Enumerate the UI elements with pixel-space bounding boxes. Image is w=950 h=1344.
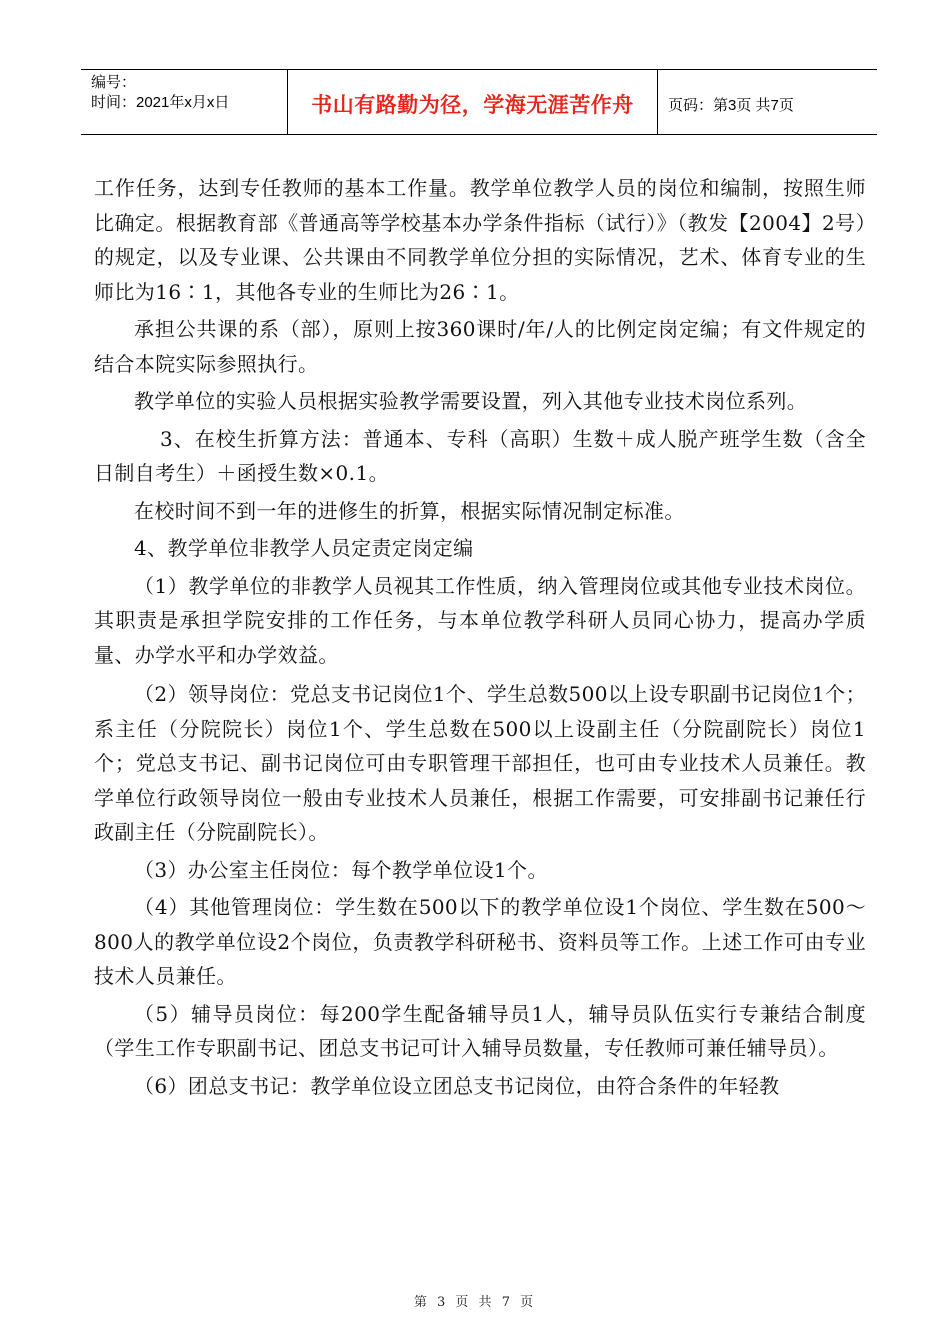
document-body	[94, 171, 866, 1103]
paragraph: 教学单位的实验人员根据实验教学需要设置，列入其他专业技术岗位系列。	[134, 389, 808, 413]
document-date-label: 时间：2021年x月x日	[91, 94, 230, 111]
paragraph: 工作任务，达到专任教师的基本工作量。教学单位教学人员的岗位和编制，按照生师比确定。根据教育部《普通高等学校基本办学条件指标（试行）》（教发【2004】2号）的规定，以及专业课、公共课由不同教学单位分担的实际情况，艺术、体育专业的生师比为16∶1，其他各专业的生师比为26∶1。	[94, 176, 866, 304]
paragraph: 3、在校生折算方法：普通本、专科（高职）生数＋成人脱产班学生数（含全日制自考生）＋函授生数×0.1。	[94, 426, 866, 485]
paragraph: （1）教学单位的非教学人员视其工作性质，纳入管理岗位或其他专业技术岗位。其职责是承担学院安排的工作任务，与本单位教学科研人员同心协力，提高办学质量、办学水平和办学效益。	[94, 573, 866, 667]
paragraph: 在校时间不到一年的进修生的折算，根据实际情况制定标准。	[134, 498, 685, 523]
section-heading: 4、教学单位非教学人员定责定岗定编	[134, 536, 474, 560]
document-number-label: 编号：	[91, 74, 137, 91]
page-header	[81, 69, 877, 135]
header-page-label: 页码：第3页 共7页	[668, 96, 794, 114]
page-footer: 第 3 页 共 7 页	[413, 1295, 537, 1310]
paragraph: （3）办公室主任岗位：每个教学单位设1个。	[134, 857, 548, 882]
paragraph: （6）团总支书记：教学单位设立团总支书记岗位，由符合条件的年轻教	[134, 1073, 780, 1098]
header-page-cell	[658, 70, 877, 134]
paragraph: （4）其他管理岗位：学生数在500以下的教学单位设1个岗位、学生数在500～800人的教学单位设2个岗位，负责教学科研秘书、资料员等工作。上述工作可由专业技术人员兼任。	[94, 895, 866, 988]
header-motto: 书山有路勤为径，学海无涯苦作舟	[311, 93, 634, 117]
header-meta-cell	[81, 70, 288, 134]
paragraph: （5）辅导员岗位：每200学生配备辅导员1人，辅导员队伍实行专兼结合制度（学生工作专职副书记、团总支书记可计入辅导员数量，专任教师可兼任辅导员）。	[94, 1001, 866, 1060]
paragraph: 承担公共课的系（部），原则上按360课时/年/人的比例定岗定编；有文件规定的结合本院实际参照执行。	[94, 317, 866, 376]
paragraph: （2）领导岗位：党总支书记岗位1个、学生总数500以上设专职副书记岗位1个；系主任（分院院长）岗位1个、学生总数在500以上设副主任（分院副院长）岗位1个；党总支书记、副书记岗位可由专职管理干部担任，也可由专业技术人员兼任。教学单位行政领导岗位一般由专业技术人员兼任，根据工作需要，可安排副书记兼任行政副主任（分院副院长）。	[94, 682, 866, 844]
header-motto-cell	[288, 70, 658, 134]
